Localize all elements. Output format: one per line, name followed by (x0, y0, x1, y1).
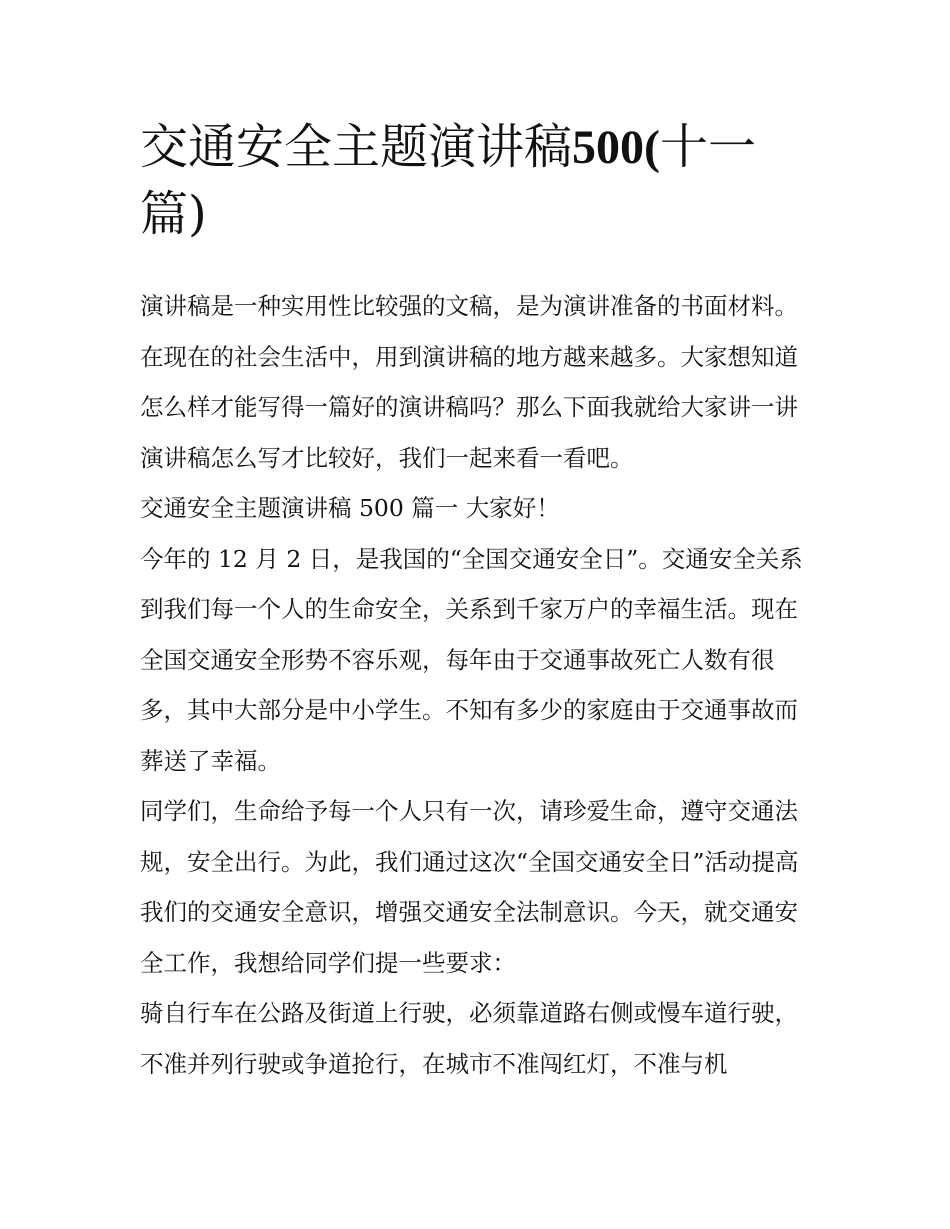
document-body (140, 281, 812, 1089)
document-title (140, 114, 812, 247)
title-text: 交通安全主题演讲稿 (140, 119, 573, 175)
title-number: 500( (572, 121, 660, 174)
body-paragraph: 同学们，生命给予每一个人只有一次，请珍爱生命，遵守交通法规，安全出行。为此，我们通过这次“全国交通安全日”活动提高我们的交通安全意识，增强交通安全法制意识。今天，就交通安全工作，我想给同学们提一些要求： (140, 797, 799, 977)
body-paragraph: 今年的 12 月 2 日，是我国的“全国交通安全日”。交通安全关系到我们每一个人的生命安全，关系到千家万户的幸福生活。现在全国交通安全形势不容乐观，每年由于交通事故死亡人数有很多，其中大部分是中小学生。不知有多少的家庭由于交通事故而葬送了幸福。 (140, 544, 803, 775)
title-tail: 十一篇) (140, 119, 757, 242)
section-heading: 交通安全主题演讲稿 500 篇一 大家好！ (140, 494, 560, 522)
intro-paragraph: 演讲稿是一种实用性比较强的文稿，是为演讲准备的书面材料。在现在的社会生活中，用到演讲稿的地方越来越多。大家想知道怎么样才能写得一篇好的演讲稿吗？那么下面我就给大家讲一讲演讲稿怎么写才比较好，我们一起来看一看吧。 (140, 292, 798, 472)
body-paragraph: 骑自行车在公路及街道上行驶，必须靠道路右侧或慢车道行驶，不准并列行驶或争道抢行，在城市不准闯红灯，不准与机 (140, 999, 798, 1078)
